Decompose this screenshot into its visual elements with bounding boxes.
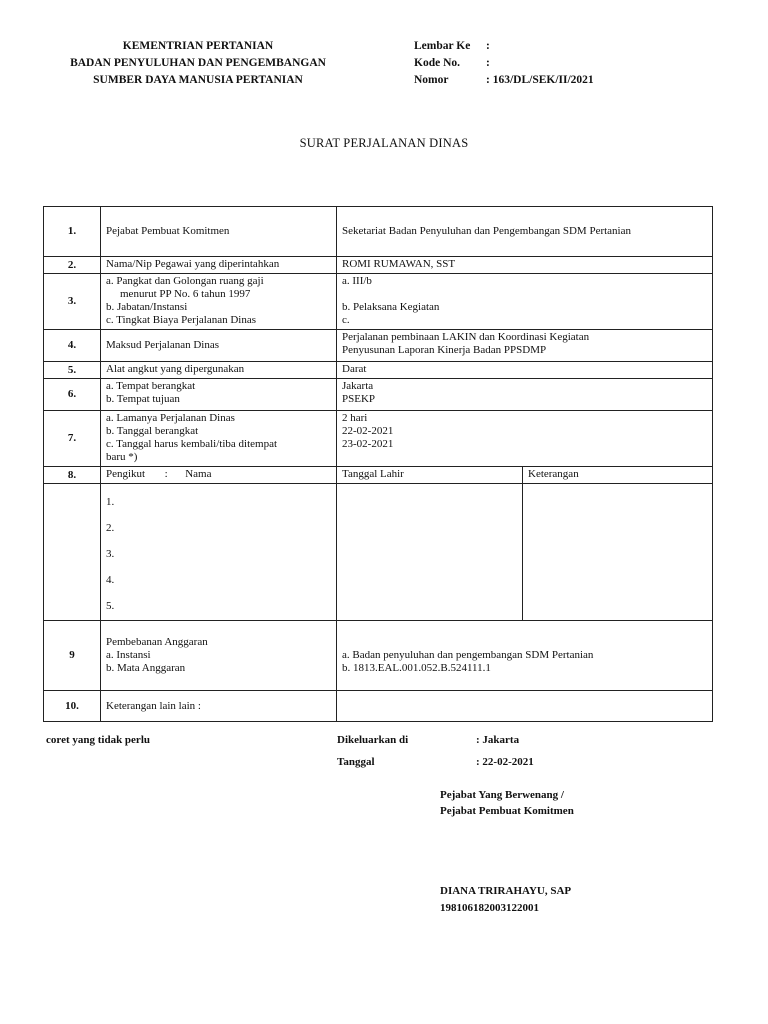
row-label: Keterangan lain lain : xyxy=(101,691,337,722)
row-value: ROMI RUMAWAN, SST xyxy=(337,257,713,274)
value-spacer xyxy=(342,636,707,649)
meta-number-value: 163/DL/SEK/II/2021 xyxy=(492,74,594,86)
label-c: c. Tingkat Biaya Perjalanan Dinas xyxy=(106,314,257,326)
table-row xyxy=(44,411,713,467)
table-row xyxy=(44,207,713,257)
value-spacer xyxy=(342,288,707,301)
table-row xyxy=(44,467,713,484)
row-number: 6. xyxy=(44,379,101,411)
label-b: b. Jabatan/Instansi xyxy=(106,301,188,313)
value-a: a. Badan penyuluhan dan pengembangan SDM Pertanian xyxy=(342,649,594,661)
meta-sheet-label: Lembar Ke xyxy=(414,40,471,52)
label-a: a. Pangkat dan Golongan ruang gaji xyxy=(106,275,264,287)
org-line-1: KEMENTRIAN PERTANIAN xyxy=(122,40,274,52)
value-b: b. Pelaksana Kegiatan xyxy=(342,301,440,313)
meta-number-sep: : xyxy=(486,74,490,86)
table-row xyxy=(44,691,713,722)
row-number: 8. xyxy=(44,467,101,484)
row-label xyxy=(101,379,337,411)
row-label xyxy=(101,467,337,484)
row-value xyxy=(337,621,713,691)
row-number: 10. xyxy=(44,691,101,722)
table-row xyxy=(44,274,713,330)
followers-sep: : xyxy=(164,468,168,480)
issued-value: : Jakarta xyxy=(476,734,520,746)
label-c-cont: baru *) xyxy=(106,451,138,463)
value-b: 22-02-2021 xyxy=(342,425,394,437)
remarks-cell xyxy=(523,484,713,621)
table-row xyxy=(44,621,713,691)
followers-list xyxy=(101,484,337,621)
birthdate-cell xyxy=(337,484,523,621)
meta-code xyxy=(414,55,594,72)
signer-nip: 198106182003122001 xyxy=(440,902,539,914)
row-label xyxy=(101,274,337,330)
signer-name: DIANA TRIRAHAYU, SAP xyxy=(440,885,572,897)
travel-order-table xyxy=(43,206,713,722)
followers-name-label: Nama xyxy=(185,468,212,480)
value-a: a. III/b xyxy=(342,275,372,287)
label-b: b. Tempat tujuan xyxy=(106,393,180,405)
row-value: Darat xyxy=(337,362,713,379)
list-item: 5. xyxy=(106,600,115,612)
row-label: Alat angkut yang dipergunakan xyxy=(101,362,337,379)
authority-line-1: Pejabat Yang Berwenang / xyxy=(440,789,564,801)
value-c: c. xyxy=(342,314,350,326)
table-row xyxy=(44,484,713,621)
label-c: c. Tanggal harus kembali/tiba ditempat xyxy=(106,438,278,450)
row-value xyxy=(337,411,713,467)
date-value: : 22-02-2021 xyxy=(476,756,534,768)
row-number: 2. xyxy=(44,257,101,274)
row-label xyxy=(101,411,337,467)
meta-number-label: Nomor xyxy=(414,74,449,86)
document-meta xyxy=(414,38,594,89)
value-line-1: Perjalanan pembinaan LAKIN dan Koordinasi Kegiatan xyxy=(342,331,590,343)
organization-block xyxy=(40,38,356,89)
label-a: a. Instansi xyxy=(106,649,151,661)
org-line-2: BADAN PENYULUHAN DAN PENGEMBANGAN xyxy=(70,57,326,69)
label-a: a. Lamanya Perjalanan Dinas xyxy=(106,412,235,424)
value-a: Jakarta xyxy=(342,380,374,392)
meta-code-sep: : xyxy=(486,57,490,69)
org-line-3: SUMBER DAYA MANUSIA PERTANIAN xyxy=(93,74,303,86)
col-header-remarks: Keterangan xyxy=(523,467,713,484)
row-number: 4. xyxy=(44,330,101,362)
row-number: 7. xyxy=(44,411,101,467)
date-label: Tanggal xyxy=(337,756,375,768)
footnote: coret yang tidak perlu xyxy=(46,734,150,746)
row-number: 3. xyxy=(44,274,101,330)
value-a: 2 hari xyxy=(342,412,368,424)
meta-number xyxy=(414,72,594,89)
row-number: 1. xyxy=(44,207,101,257)
label-b: b. Mata Anggaran xyxy=(106,662,186,674)
row-value: Seketariat Badan Penyuluhan dan Pengembangan SDM Pertanian xyxy=(337,207,713,257)
row-label: Pejabat Pembuat Komitmen xyxy=(101,207,337,257)
table-row xyxy=(44,362,713,379)
row-label: Maksud Perjalanan Dinas xyxy=(101,330,337,362)
list-item: 4. xyxy=(106,574,115,586)
followers-label: Pengikut xyxy=(106,468,146,480)
row-value xyxy=(337,691,713,722)
list-item: 3. xyxy=(106,548,115,560)
issued-label: Dikeluarkan di xyxy=(337,734,409,746)
label-a: a. Tempat berangkat xyxy=(106,380,196,392)
value-b: b. 1813.EAL.001.052.B.524111.1 xyxy=(342,662,491,674)
row-number-empty xyxy=(44,484,101,621)
row-label: Nama/Nip Pegawai yang diperintahkan xyxy=(101,257,337,274)
label-b: b. Tanggal berangkat xyxy=(106,425,199,437)
label-a-cont: menurut PP No. 6 tahun 1997 xyxy=(120,288,251,300)
table-row xyxy=(44,330,713,362)
table-row xyxy=(44,379,713,411)
meta-sheet-sep: : xyxy=(486,40,490,52)
row-number: 9 xyxy=(44,621,101,691)
table-row xyxy=(44,257,713,274)
row-label xyxy=(101,621,337,691)
col-header-birthdate: Tanggal Lahir xyxy=(337,467,523,484)
row-value xyxy=(337,379,713,411)
value-c: 23-02-2021 xyxy=(342,438,394,450)
row-number: 5. xyxy=(44,362,101,379)
page-title: SURAT PERJALANAN DINAS xyxy=(299,136,469,150)
meta-code-label: Kode No. xyxy=(414,57,460,69)
value-b: PSEKP xyxy=(342,393,376,405)
authority-line-2: Pejabat Pembuat Komitmen xyxy=(440,805,574,817)
value-line-2: Penyusunan Laporan Kinerja Badan PPSDMP xyxy=(342,344,547,356)
row-value xyxy=(337,330,713,362)
meta-sheet xyxy=(414,38,594,55)
list-item: 2. xyxy=(106,522,115,534)
label-main: Pembebanan Anggaran xyxy=(106,636,208,648)
row-value xyxy=(337,274,713,330)
list-item: 1. xyxy=(106,496,115,508)
